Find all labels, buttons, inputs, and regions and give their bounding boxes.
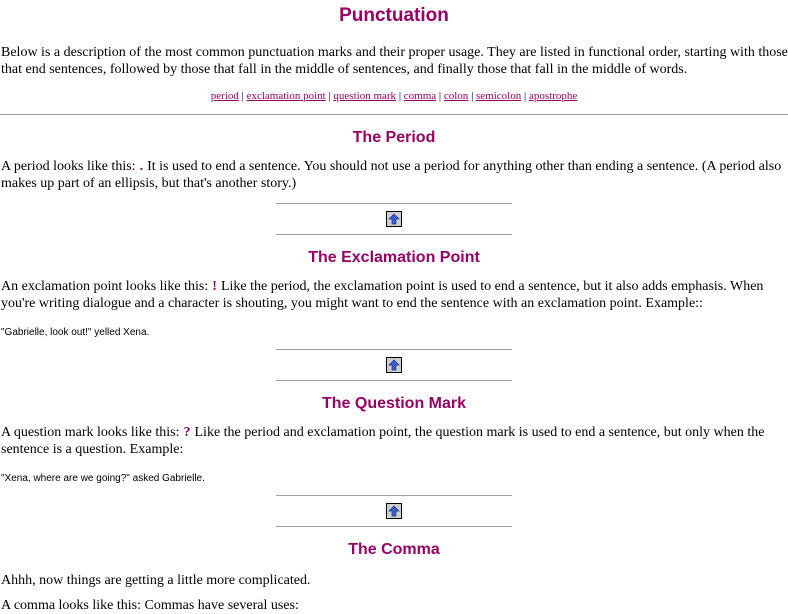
nav-separator: | (241, 90, 244, 102)
nav-link-question-mark[interactable]: question mark (333, 90, 397, 102)
question-example: "Xena, where are we going?" asked Gabrielle. (1, 473, 205, 484)
back-to-top-block (276, 495, 512, 528)
exclamation-text-before: An exclamation point looks like this: (1, 279, 209, 294)
nav-link-apostrophe[interactable]: apostrophe (528, 90, 578, 102)
divider-line (276, 203, 512, 205)
section-title-comma: The Comma (348, 541, 440, 558)
exclamation-example: "Gabrielle, look out!" yelled Xena. (1, 327, 150, 338)
nav-link-comma[interactable]: comma (403, 90, 437, 102)
divider-line (276, 234, 512, 236)
nav-link-period[interactable]: period (210, 90, 239, 102)
question-text-after: Like the period and exclamation point, the question mark is used to end a sentence, but only when the sentence is a question. Example: (1, 425, 765, 457)
nav-link-exclamation-point[interactable]: exclamation point (246, 90, 326, 102)
section-title-question-mark: The Question Mark (321, 395, 467, 412)
question-mark: ? (183, 425, 191, 440)
question-text-before: A question mark looks like this: (1, 425, 180, 440)
question-paragraph (0, 424, 788, 458)
back-to-top-icon[interactable] (386, 357, 402, 373)
nav-link-semicolon[interactable]: semicolon (476, 90, 522, 102)
comma-intro-paragraph: Ahhh, now things are getting a little more complicated. (1, 573, 311, 588)
exclamation-mark: ! (212, 279, 217, 294)
page (0, 4, 788, 614)
nav-link-colon[interactable]: colon (443, 90, 469, 102)
section-title-period: The Period (352, 129, 436, 146)
intro-paragraph: Below is a description of the most common punctuation marks and their proper usage. They are listed in functional order, starting with those that end sentences, followed by those that fall in the middle of sentences, and finally those that fall in the middle of words. (1, 45, 788, 77)
back-to-top-icon[interactable] (386, 211, 402, 227)
back-to-top-icon[interactable] (386, 503, 402, 519)
nav-separator: | (438, 90, 442, 102)
nav-separator: | (523, 90, 527, 102)
nav-separator: | (471, 90, 474, 102)
comma-paragraph: A comma looks like this: Commas have several uses: (1, 598, 299, 613)
top-divider (0, 114, 788, 116)
section-title-exclamation-point: The Exclamation Point (308, 249, 480, 266)
period-text-before: A period looks like this: (1, 159, 136, 174)
period-mark: . (139, 159, 144, 174)
nav-separator: | (328, 90, 331, 102)
divider-line (276, 526, 512, 528)
section-nav (0, 89, 788, 103)
back-to-top-block (276, 349, 512, 382)
divider-line (276, 349, 512, 351)
back-to-top-block (276, 203, 512, 236)
nav-separator: | (398, 90, 402, 102)
exclamation-text-after: Like the period, the exclamation point is used to end a sentence, but it also adds emphasis. When you're writing dialogue and a character is shouting, you might want to end the sentence with an exclamation point. Example:: (1, 279, 764, 311)
period-paragraph (0, 158, 788, 192)
exclamation-paragraph (0, 278, 788, 312)
divider-line (276, 380, 512, 382)
page-title: Punctuation (339, 5, 449, 26)
divider-line (276, 495, 512, 497)
period-text-after: It is used to end a sentence. You should not use a period for anything other than ending a sentence. (A period also makes up part of an ellipsis, but that's another story.) (1, 159, 782, 191)
